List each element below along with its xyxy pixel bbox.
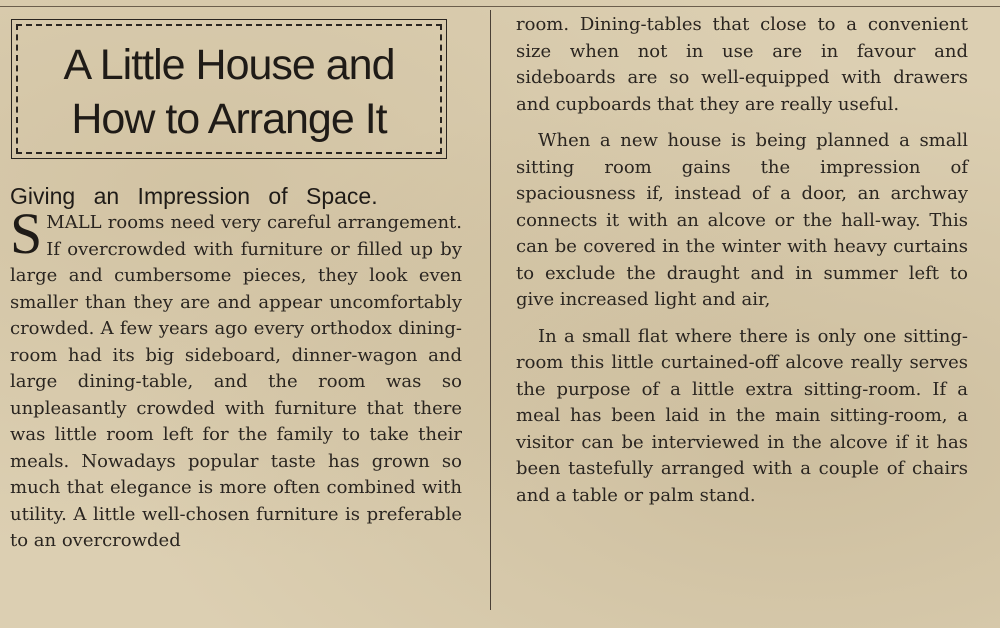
drop-cap: S: [10, 201, 43, 266]
right-column: [516, 12, 968, 519]
right-paragraph-3: In a small flat where there is only one sitting-room this little curtained-off alcove really serves the purpose of a little extra sitting-room. If a meal has been laid in the main sitting-room, a visitor can be interviewed in the alcove if it has been tastefully arranged with a couple of chairs and a table or palm stand.: [516, 325, 968, 506]
headline-line-1: A Little House and: [63, 41, 395, 89]
column-divider: [490, 10, 491, 610]
left-paragraph: [10, 201, 462, 555]
subheading: Giving an Impression of Space.: [10, 183, 378, 209]
headline-box: [16, 24, 442, 154]
right-paragraph-2: When a new house is being planned a small sitting room gains the impression of spaciousness if, instead of a door, an archway connects it with an alcove or the hall-way. This can be covered in the winter with heavy curtains to exclude the draught and in summer left to give increased light and air,: [516, 130, 968, 310]
left-column: [10, 14, 462, 555]
top-rule: [0, 6, 1000, 7]
headline-line-2: How to Arrange It: [71, 95, 387, 143]
left-paragraph-text: MALL rooms need very careful arrangement. If overcrowded with furniture or filled up by large and cumbersome pieces, they look even smaller than they are and appear uncomfortably crowded. A few years ago every orthodox dining-room had its big sideboard, dinner-wagon and large dining-table, and the room was so unpleasantly crowded with furniture that there was little room left for the family to take their meals. Nowadays popular taste has grown so much that elegance is more often combined with utility. A little well-chosen furniture is preferable to an overcrowded: [10, 212, 462, 551]
right-paragraph-1: room. Dining-tables that close to a convenient size when not in use are in favour and sideboards are so well-equipped with drawers and cupboards that they are really useful.: [516, 14, 968, 115]
